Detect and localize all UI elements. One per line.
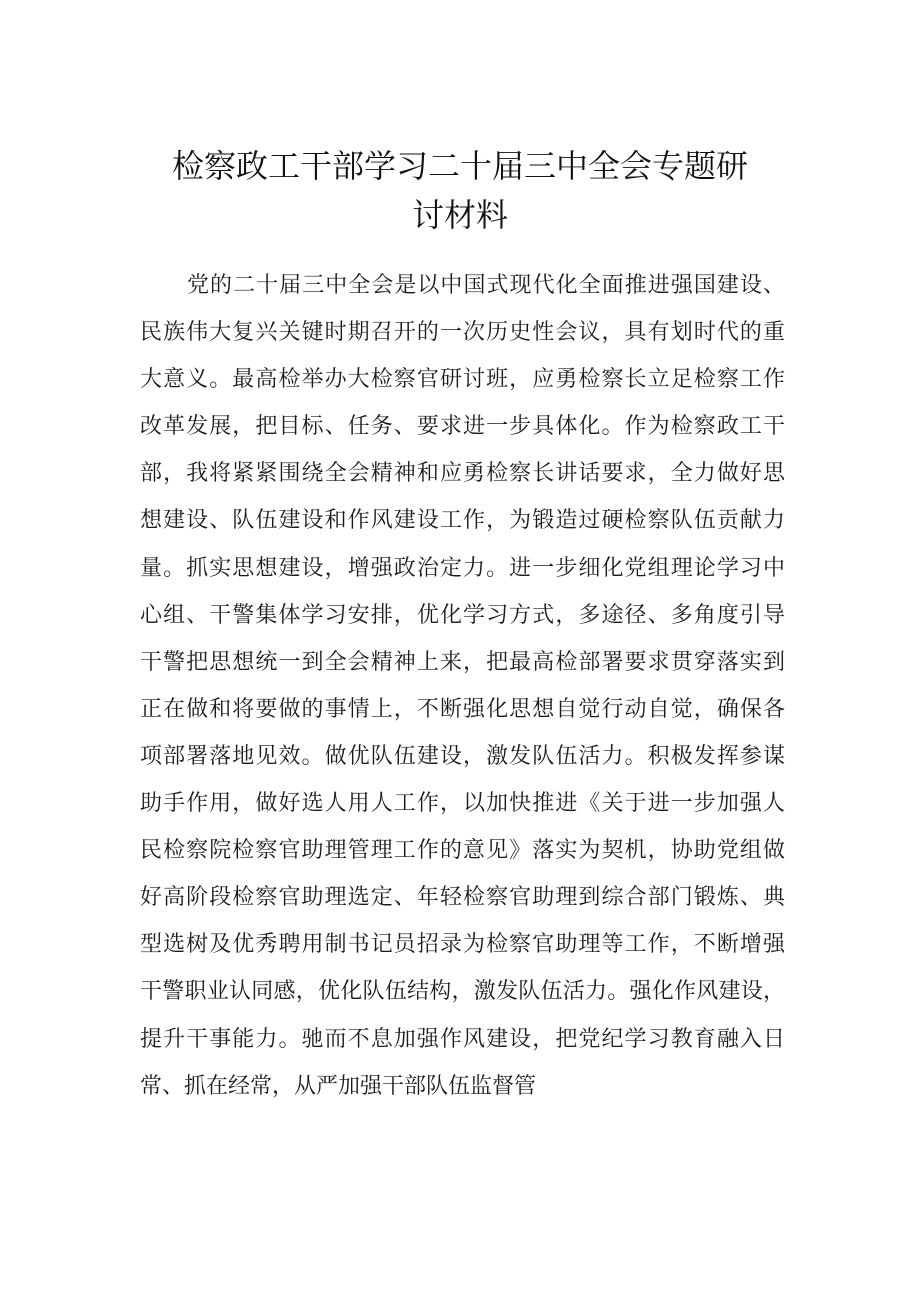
title-line-2: 讨材料: [411, 196, 508, 234]
body-line: 心组、干警集体学习安排，优化学习方式，多途径、多角度引导: [140, 602, 785, 628]
body-line: 助手作用，做好选人用人工作，以加快推进《关于进一步加强人: [140, 791, 785, 817]
body-line-last: 常、抓在经常，从严加强干部队伍监督管: [140, 1073, 537, 1099]
body-line: 民族伟大复兴关键时期召开的一次历史性会议，具有划时代的重: [140, 320, 785, 346]
document-body: [140, 262, 785, 1110]
body-line: 部，我将紧紧围绕全会精神和应勇检察长讲话要求，全力做好思: [140, 461, 785, 487]
body-line: 民检察院检察官助理管理工作的意见》落实为契机，协助党组做: [140, 838, 785, 864]
body-line: 量。抓实思想建设，增强政治定力。进一步细化党组理论学习中: [140, 555, 785, 581]
body-line: 党的二十届三中全会是以中国式现代化全面推进强国建设、: [187, 273, 785, 298]
body-line: 干警职业认同感，优化队伍结构，激发队伍活力。强化作风建设，: [140, 979, 785, 1005]
body-line: 项部署落地见效。做优队伍建设，激发队伍活力。积极发挥参谋: [140, 743, 785, 769]
title-line-1: 检察政工干部学习二十届三中全会专题研: [171, 147, 748, 185]
body-line: 好高阶段检察官助理选定、年轻检察官助理到综合部门锻炼、典: [140, 885, 785, 911]
body-line: 正在做和将要做的事情上，不断强化思想自觉行动自觉，确保各: [140, 696, 785, 722]
body-line: 型选树及优秀聘用制书记员招录为检察官助理等工作，不断增强: [140, 932, 785, 958]
document-title: [140, 142, 780, 240]
body-line: 干警把思想统一到全会精神上来，把最高检部署要求贯穿落实到: [140, 649, 785, 675]
body-line: 提升干事能力。驰而不息加强作风建设，把党纪学习教育融入日: [140, 1026, 785, 1052]
body-line: 大意义。最高检举办大检察官研讨班，应勇检察长立足检察工作: [140, 367, 785, 393]
body-line: 改革发展，把目标、任务、要求进一步具体化。作为检察政工干: [140, 414, 785, 440]
body-line: 想建设、队伍建设和作风建设工作，为锻造过硬检察队伍贡献力: [140, 508, 785, 534]
